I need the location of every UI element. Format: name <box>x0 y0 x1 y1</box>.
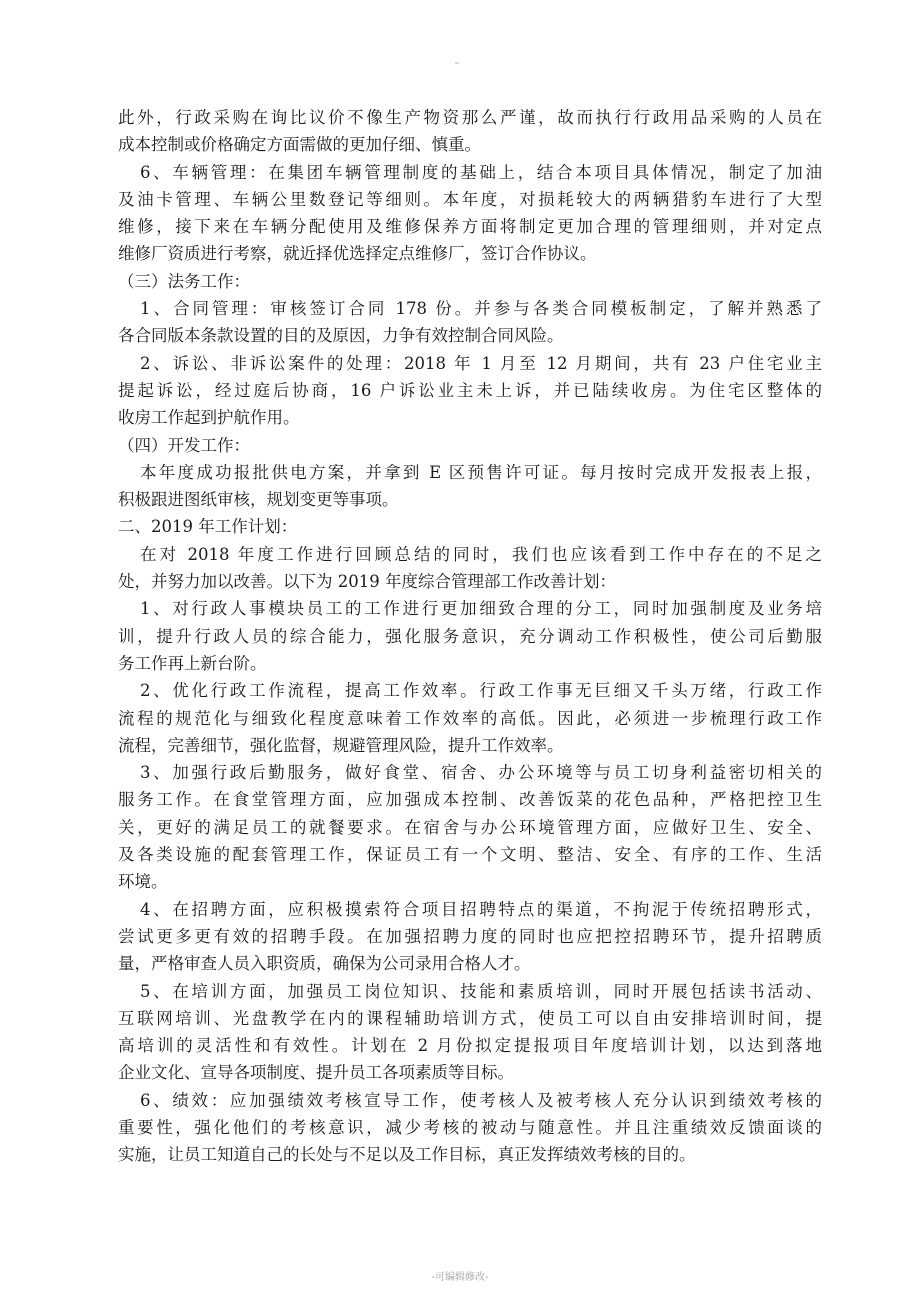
paragraph <box>118 541 822 596</box>
text-line: 流程，完善细节，强化监督，规避管理风险，提升工作效率。 <box>118 735 564 755</box>
text-line: 2、诉讼、非诉讼案件的处理：2018 年 1 月至 12 月期间，共有 23 户住宅业主 <box>140 353 822 373</box>
text-line: 3、加强行政后勤服务，做好食堂、宿舍、办公环境等与员工切身利益密切相关的 <box>140 763 822 783</box>
text-line: 企业文化、宣导各项制度、提升员工各项素质等目标。 <box>118 1063 514 1083</box>
paragraph <box>118 459 822 514</box>
text-line: 1、合同管理：审核签订合同 178 份。并参与各类合同模板制定，了解并熟悉了 <box>140 299 822 319</box>
text-line: 尝试更多更有效的招聘手段。在加强招聘力度的同时也应把控招聘环节，提升招聘质 <box>118 926 822 946</box>
paragraph <box>118 350 822 432</box>
text-line: 互联网培训、光盘教学在内的课程辅助培训方式，使员工可以自由安排培训时间，提 <box>118 1008 822 1028</box>
text-line: 及各类设施的配套管理工作，保证员工有一个文明、整洁、安全、有序的工作、生活 <box>118 845 822 865</box>
text-line: 维修，接下来在车辆分配使用及维修保养方面将制定更加合理的管理细则，并对定点 <box>118 217 822 237</box>
text-line: 训，提升行政人员的综合能力，强化服务意识，充分调动工作积极性，使公司后勤服 <box>118 626 822 646</box>
text-line: 4、在招聘方面，应积极摸索符合项目招聘特点的渠道，不拘泥于传统招聘形式， <box>140 899 822 919</box>
text-line: 环境。 <box>118 872 168 892</box>
text-line: 在对 2018 年度工作进行回顾总结的同时，我们也应该看到工作中存在的不足之 <box>140 544 822 564</box>
text-line: 此外，行政采购在询比议价不像生产物资那么严谨，故而执行行政用品采购的人员在 <box>118 108 822 127</box>
text-line: 关，更好的满足员工的就餐要求。在宿舍与办公环境管理方面，应做好卫生、安全、 <box>118 817 822 837</box>
text-line: 1、对行政人事模块员工的工作进行更加细致合理的分工，同时加强制度及业务培 <box>140 599 822 619</box>
paragraph <box>118 432 822 459</box>
text-line: 6、车辆管理：在集团车辆管理制度的基础上，结合本项目具体情况，制定了加油 <box>140 162 822 182</box>
text-line: 服务工作。在食堂管理方面，应加强成本控制、改善饭菜的花色品种，严格把控卫生 <box>118 790 822 810</box>
paragraph <box>118 295 822 350</box>
paragraph <box>118 978 822 1087</box>
paragraph <box>118 159 822 268</box>
text-line: 务工作再上新台阶。 <box>118 653 267 673</box>
text-line: 成本控制或价格确定方面需做的更加仔细、慎重。 <box>118 135 481 155</box>
text-line: （三）法务工作： <box>118 271 250 291</box>
paragraph <box>118 677 822 759</box>
text-line: 收房工作起到护航作用。 <box>118 408 300 428</box>
text-line: 积极跟进图纸审核，规划变更等事项。 <box>118 490 399 510</box>
text-line: 各合同版本条款设置的目的及原因，力争有效控制合同风险。 <box>118 326 564 346</box>
text-line: 高培训的灵活性和有效性。计划在 2 月份拟定提报项目年度培训计划，以达到落地 <box>118 1036 822 1056</box>
text-line: 流程的规范化与细致化程度意味着工作效率的高低。因此，必须进一步梳理行政工作 <box>118 708 822 728</box>
paragraph <box>118 759 822 895</box>
paragraph <box>118 513 822 540</box>
text-line: 二、2019 年工作计划： <box>118 517 298 537</box>
text-line: （四）开发工作： <box>118 435 250 455</box>
header-mark <box>455 62 459 64</box>
text-line: 5、在培训方面，加强员工岗位知识、技能和素质培训，同时开展包括读书活动、 <box>140 981 822 1001</box>
paragraph <box>118 595 822 677</box>
text-line: 重要性，强化他们的考核意识，减少考核的被动与随意性。并且注重绩效反馈面谈的 <box>118 1117 822 1137</box>
paragraph <box>118 104 822 159</box>
text-line: 2、优化行政工作流程，提高工作效率。行政工作事无巨细又千头万绪，行政工作 <box>140 681 822 701</box>
text-line: 量，严格审查人员入职资质，确保为公司录用合格人才。 <box>118 954 531 974</box>
text-line: 及油卡管理、车辆公里数登记等细则。本年度，对损耗较大的两辆猎豹车进行了大型 <box>118 189 822 209</box>
page-footer: -可编辑修改- <box>431 1272 489 1283</box>
paragraph <box>118 268 822 295</box>
paragraph <box>118 1087 822 1169</box>
text-line: 本年度成功报批供电方案，并拿到 E 区预售许可证。每月按时完成开发报表上报， <box>140 462 822 482</box>
text-line: 处，并努力加以改善。以下为 2019 年度综合管理部工作改善计划： <box>118 572 616 592</box>
text-line: 6、绩效：应加强绩效考核宣导工作，使考核人及被考核人充分认识到绩效考核的 <box>140 1090 822 1110</box>
document-body <box>118 104 822 1169</box>
text-line: 实施，让员工知道自己的长处与不足以及工作目标，真正发挥绩效考核的目的。 <box>118 1145 696 1165</box>
text-line: 维修厂资质进行考察，就近择优选择定点维修厂，签订合作协议。 <box>118 244 597 264</box>
paragraph <box>118 896 822 978</box>
text-line: 提起诉讼，经过庭后协商，16 户诉讼业主未上诉，并已陆续收房。为住宅区整体的 <box>118 380 822 400</box>
